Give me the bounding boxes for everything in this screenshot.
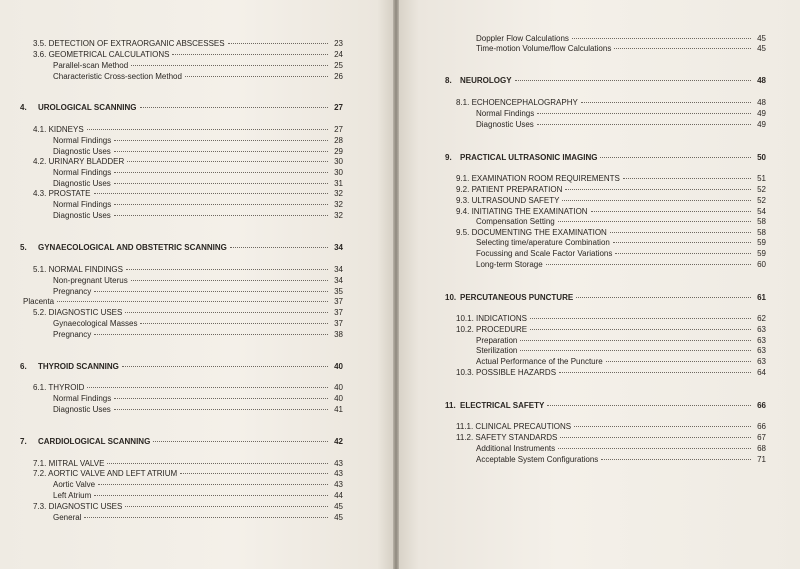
toc-entry-title: Diagnostic Uses (53, 179, 111, 188)
dot-leader (131, 280, 328, 281)
dot-leader (228, 43, 328, 44)
dot-leader (153, 441, 328, 442)
toc-page-number: 37 (334, 319, 343, 328)
dot-leader (127, 161, 328, 162)
toc-entry-title: Pregnancy (53, 330, 92, 339)
toc-entry-row (33, 157, 343, 167)
toc-entry-title: 6.1. THYROID (33, 383, 85, 392)
toc-entry-row (456, 314, 766, 324)
toc-entry-row (33, 50, 343, 60)
dot-leader (172, 54, 328, 55)
dot-leader (537, 124, 751, 125)
toc-page-number: 31 (334, 179, 343, 188)
toc-entry-row (456, 228, 766, 238)
toc-page-number: 28 (334, 136, 343, 145)
toc-page-number: 40 (334, 383, 343, 392)
toc-entry-row (476, 249, 766, 259)
toc-entry-title: Left Atrium (53, 491, 92, 500)
toc-page-number: 27 (334, 103, 343, 112)
toc-entry-title: ELECTRICAL SAFETY (460, 401, 545, 410)
dot-leader (623, 178, 751, 179)
toc-entry-row (53, 72, 343, 82)
toc-entry-row (456, 207, 766, 217)
toc-entry-row (53, 330, 343, 340)
toc-page-number: 64 (757, 368, 766, 377)
toc-entry-title: 7.2. AORTIC VALVE AND LEFT ATRIUM (33, 469, 178, 478)
toc-page-number: 32 (334, 200, 343, 209)
dot-leader (140, 107, 328, 108)
toc-entry-title: Normal Findings (53, 394, 112, 403)
toc-page-number: 68 (757, 444, 766, 453)
toc-entry-title: Long-term Storage (476, 260, 543, 269)
toc-entry-row (456, 368, 766, 378)
toc-entry-title: 10.3. POSSIBLE HAZARDS (456, 368, 557, 377)
dot-leader (558, 448, 751, 449)
toc-page-number: 23 (334, 39, 343, 48)
dot-leader (94, 193, 329, 194)
toc-page-number: 48 (757, 76, 766, 85)
chapter-number: 10. (445, 293, 457, 302)
toc-entry-title: Time-motion Volume/flow Calculations (476, 44, 612, 53)
toc-page-number: 38 (334, 330, 343, 339)
toc-page-number: 37 (334, 308, 343, 317)
toc-entry-title: Normal Findings (476, 109, 535, 118)
toc-entry-row (476, 120, 766, 130)
dot-leader (574, 426, 751, 427)
dot-leader (180, 473, 328, 474)
chapter-number: 6. (20, 362, 27, 371)
chapter-number: 8. (445, 76, 452, 85)
toc-entry-title: 9.2. PATIENT PREPARATION (456, 185, 563, 194)
toc-entry-row (53, 168, 343, 178)
toc-entry-title: Actual Performance of the Puncture (476, 357, 603, 366)
toc-entry-title: 5.2. DIAGNOSTIC USES (33, 308, 123, 317)
toc-chapter-row (38, 437, 343, 447)
toc-entry-title: 4.3. PROSTATE (33, 189, 91, 198)
toc-entry-row (456, 422, 766, 432)
toc-entry-title: Normal Findings (53, 136, 112, 145)
toc-chapter-row (38, 362, 343, 372)
dot-leader (114, 409, 328, 410)
dot-leader (114, 215, 328, 216)
toc-entry-row (476, 455, 766, 465)
dot-leader (547, 405, 751, 406)
toc-entry-title: 8.1. ECHOENCEPHALOGRAPHY (456, 98, 578, 107)
toc-entry-row (456, 196, 766, 206)
toc-entry-title: Sterilization (476, 346, 518, 355)
dot-leader (131, 65, 328, 66)
dot-leader (613, 242, 751, 243)
toc-entry-title: 3.5. DETECTION OF EXTRAORGANIC ABSCESSES (33, 39, 225, 48)
chapter-number: 9. (445, 153, 452, 162)
dot-leader (94, 291, 328, 292)
toc-entry-title: Preparation (476, 336, 518, 345)
toc-entry-row (33, 469, 343, 479)
toc-entry-title: Selecting time/aperature Combination (476, 238, 610, 247)
toc-page-number: 51 (757, 174, 766, 183)
toc-entry-title: Diagnostic Uses (53, 211, 111, 220)
dot-leader (57, 301, 328, 302)
toc-page-number: 45 (757, 44, 766, 53)
toc-page-number: 66 (757, 401, 766, 410)
toc-entry-row (476, 44, 766, 54)
toc-entry-title: NEUROLOGY (460, 76, 512, 85)
dot-leader (114, 140, 328, 141)
toc-page-number: 58 (757, 217, 766, 226)
toc-page-number: 42 (334, 437, 343, 446)
toc-entry-title: PRACTICAL ULTRASONIC IMAGING (460, 153, 598, 162)
toc-entry-row (23, 297, 343, 307)
toc-entry-row (476, 238, 766, 248)
toc-page-number: 30 (334, 168, 343, 177)
toc-entry-title: Placenta (23, 297, 55, 306)
toc-page-number: 49 (757, 120, 766, 129)
toc-page-number: 25 (334, 61, 343, 70)
toc-page-number: 60 (757, 260, 766, 269)
toc-entry-row (53, 394, 343, 404)
toc-page-number: 37 (334, 297, 343, 306)
toc-entry-row (476, 444, 766, 454)
toc-entry-title: 9.4. INITIATING THE EXAMINATION (456, 207, 588, 216)
dot-leader (546, 264, 751, 265)
dot-leader (606, 361, 751, 362)
toc-entry-row (476, 260, 766, 270)
toc-chapter-row (460, 293, 766, 303)
dot-leader (87, 387, 328, 388)
dot-leader (600, 157, 751, 158)
toc-entry-title: Gynaecological Masses (53, 319, 138, 328)
toc-entry-row (476, 336, 766, 346)
toc-page-number: 43 (334, 459, 343, 468)
dot-leader (114, 398, 328, 399)
dot-leader (122, 366, 328, 367)
dot-leader (601, 459, 751, 460)
dot-leader (84, 517, 328, 518)
toc-page-number: 63 (757, 336, 766, 345)
toc-page-number: 24 (334, 50, 343, 59)
toc-entry-row (53, 147, 343, 157)
toc-page-number: 34 (334, 276, 343, 285)
toc-entry-title: 10.2. PROCEDURE (456, 325, 528, 334)
toc-entry-title: Aortic Valve (53, 480, 96, 489)
toc-chapter-row (460, 401, 766, 411)
toc-entry-row (53, 491, 343, 501)
toc-entry-title: Non-pregnant Uterus (53, 276, 128, 285)
toc-entry-title: Doppler Flow Calculations (476, 34, 569, 43)
toc-entry-title: 11.2. SAFETY STANDARDS (456, 433, 558, 442)
chapter-number: 11. (445, 401, 456, 410)
dot-leader (576, 297, 751, 298)
toc-page-number: 50 (757, 153, 766, 162)
toc-entry-title: 5.1. NORMAL FINDINGS (33, 265, 123, 274)
dot-leader (87, 129, 328, 130)
toc-entry-title: 4.2. URINARY BLADDER (33, 157, 125, 166)
toc-entry-title: 7.1. MITRAL VALVE (33, 459, 105, 468)
toc-entry-title: Acceptable System Configurations (476, 455, 599, 464)
dot-leader (114, 172, 328, 173)
toc-page-number: 40 (334, 394, 343, 403)
toc-page-number: 48 (757, 98, 766, 107)
toc-page-number: 52 (757, 196, 766, 205)
toc-page-number: 66 (757, 422, 766, 431)
toc-page-number: 52 (757, 185, 766, 194)
toc-page-number: 61 (757, 293, 766, 302)
dot-leader (562, 200, 751, 201)
toc-entry-title: PERCUTANEOUS PUNCTURE (460, 293, 574, 302)
toc-entry-title: Diagnostic Uses (476, 120, 534, 129)
toc-page-number: 63 (757, 346, 766, 355)
toc-chapter-row (460, 153, 766, 163)
toc-entry-title: Pregnancy (53, 287, 92, 296)
toc-page-number: 32 (334, 211, 343, 220)
dot-leader (98, 484, 328, 485)
dot-leader (560, 437, 751, 438)
dot-leader (107, 463, 328, 464)
toc-entry-title: 9.5. DOCUMENTING THE EXAMINATION (456, 228, 607, 237)
toc-page-number: 34 (334, 243, 343, 252)
dot-leader (572, 38, 751, 39)
toc-entry-row (456, 325, 766, 335)
toc-entry-title: THYROID SCANNING (38, 362, 119, 371)
toc-page-number: 44 (334, 491, 343, 500)
toc-page-number: 30 (334, 157, 343, 166)
toc-entry-title: 7.3. DIAGNOSTIC USES (33, 502, 123, 511)
dot-leader (126, 269, 328, 270)
toc-entry-row (53, 211, 343, 221)
toc-entry-row (456, 185, 766, 195)
toc-entry-row (33, 383, 343, 393)
toc-entry-row (33, 39, 343, 49)
toc-page-number: 26 (334, 72, 343, 81)
toc-page-number: 59 (757, 238, 766, 247)
dot-leader (140, 323, 328, 324)
toc-entry-row (53, 200, 343, 210)
dot-leader (591, 211, 751, 212)
toc-entry-title: Parallel-scan Method (53, 61, 129, 70)
toc-entry-row (456, 98, 766, 108)
toc-page-number: 45 (334, 502, 343, 511)
toc-page-number: 27 (334, 125, 343, 134)
toc-page-number: 58 (757, 228, 766, 237)
dot-leader (615, 253, 751, 254)
dot-leader (125, 312, 328, 313)
toc-entry-row (53, 319, 343, 329)
dot-leader (230, 247, 328, 248)
toc-page-number: 40 (334, 362, 343, 371)
dot-leader (185, 76, 328, 77)
dot-leader (581, 102, 751, 103)
toc-entry-row (53, 61, 343, 71)
toc-page-number: 43 (334, 480, 343, 489)
toc-entry-title: 9.1. EXAMINATION ROOM REQUIREMENTS (456, 174, 620, 183)
dot-leader (565, 189, 751, 190)
dot-leader (530, 318, 751, 319)
toc-entry-row (476, 34, 766, 44)
toc-entry-row (53, 179, 343, 189)
toc-page-number: 54 (757, 207, 766, 216)
toc-page-number: 41 (334, 405, 343, 414)
left-page (0, 0, 393, 569)
toc-entry-row (33, 189, 343, 199)
toc-entry-title: 11.1. CLINICAL PRECAUTIONS (456, 422, 572, 431)
dot-leader (515, 80, 751, 81)
toc-entry-row (456, 433, 766, 443)
right-page (399, 0, 800, 569)
dot-leader (94, 495, 328, 496)
dot-leader (537, 113, 751, 114)
toc-entry-title: UROLOGICAL SCANNING (38, 103, 137, 112)
toc-entry-row (53, 136, 343, 146)
toc-entry-row (53, 513, 343, 523)
toc-page-number: 63 (757, 325, 766, 334)
toc-entry-title: GYNAECOLOGICAL AND OBSTETRIC SCANNING (38, 243, 227, 252)
toc-page-number: 35 (334, 287, 343, 296)
dot-leader (520, 350, 751, 351)
toc-page-number: 49 (757, 109, 766, 118)
toc-entry-title: 3.6. GEOMETRICAL CALCULATIONS (33, 50, 170, 59)
toc-page-number: 63 (757, 357, 766, 366)
dot-leader (114, 183, 328, 184)
toc-page-number: 67 (757, 433, 766, 442)
dot-leader (530, 329, 751, 330)
toc-page-number: 45 (334, 513, 343, 522)
toc-entry-title: Normal Findings (53, 168, 112, 177)
toc-entry-row (476, 217, 766, 227)
toc-entry-row (53, 405, 343, 415)
dot-leader (94, 334, 328, 335)
dot-leader (558, 221, 751, 222)
toc-entry-title: 4.1. KIDNEYS (33, 125, 84, 134)
toc-chapter-row (38, 103, 343, 113)
chapter-number: 4. (20, 103, 27, 112)
chapter-number: 7. (20, 437, 27, 446)
toc-page-number: 34 (334, 265, 343, 274)
toc-entry-row (33, 265, 343, 275)
toc-entry-row (33, 308, 343, 318)
dot-leader (559, 372, 751, 373)
toc-entry-title: Focussing and Scale Factor Variations (476, 249, 613, 258)
dot-leader (114, 204, 328, 205)
toc-entry-row (476, 109, 766, 119)
toc-entry-row (476, 346, 766, 356)
toc-page-number: 45 (757, 34, 766, 43)
toc-entry-row (33, 125, 343, 135)
toc-entry-row (53, 480, 343, 490)
toc-page-number: 32 (334, 189, 343, 198)
toc-entry-title: Additional Instruments (476, 444, 556, 453)
toc-page-number: 43 (334, 469, 343, 478)
dot-leader (610, 232, 751, 233)
toc-entry-title: CARDIOLOGICAL SCANNING (38, 437, 151, 446)
dot-leader (114, 151, 328, 152)
dot-leader (125, 506, 328, 507)
toc-entry-title: Diagnostic Uses (53, 405, 111, 414)
toc-entry-title: Normal Findings (53, 200, 112, 209)
toc-page-number: 59 (757, 249, 766, 258)
toc-entry-title: 10.1. INDICATIONS (456, 314, 527, 323)
toc-chapter-row (38, 243, 343, 253)
toc-entry-title: Compensation Setting (476, 217, 555, 226)
toc-entry-title: Diagnostic Uses (53, 147, 111, 156)
toc-entry-title: General (53, 513, 82, 522)
toc-chapter-row (460, 76, 766, 86)
toc-entry-row (33, 502, 343, 512)
toc-page-number: 29 (334, 147, 343, 156)
dot-leader (614, 48, 751, 49)
toc-page-number: 62 (757, 314, 766, 323)
toc-entry-row (33, 459, 343, 469)
toc-entry-row (456, 174, 766, 184)
toc-entry-title: 9.3. ULTRASOUND SAFETY (456, 196, 560, 205)
toc-page-number: 71 (757, 455, 766, 464)
chapter-number: 5. (20, 243, 27, 252)
toc-entry-row (476, 357, 766, 367)
toc-entry-row (53, 287, 343, 297)
toc-entry-title: Characteristic Cross-section Method (53, 72, 182, 81)
toc-entry-row (53, 276, 343, 286)
dot-leader (520, 340, 751, 341)
